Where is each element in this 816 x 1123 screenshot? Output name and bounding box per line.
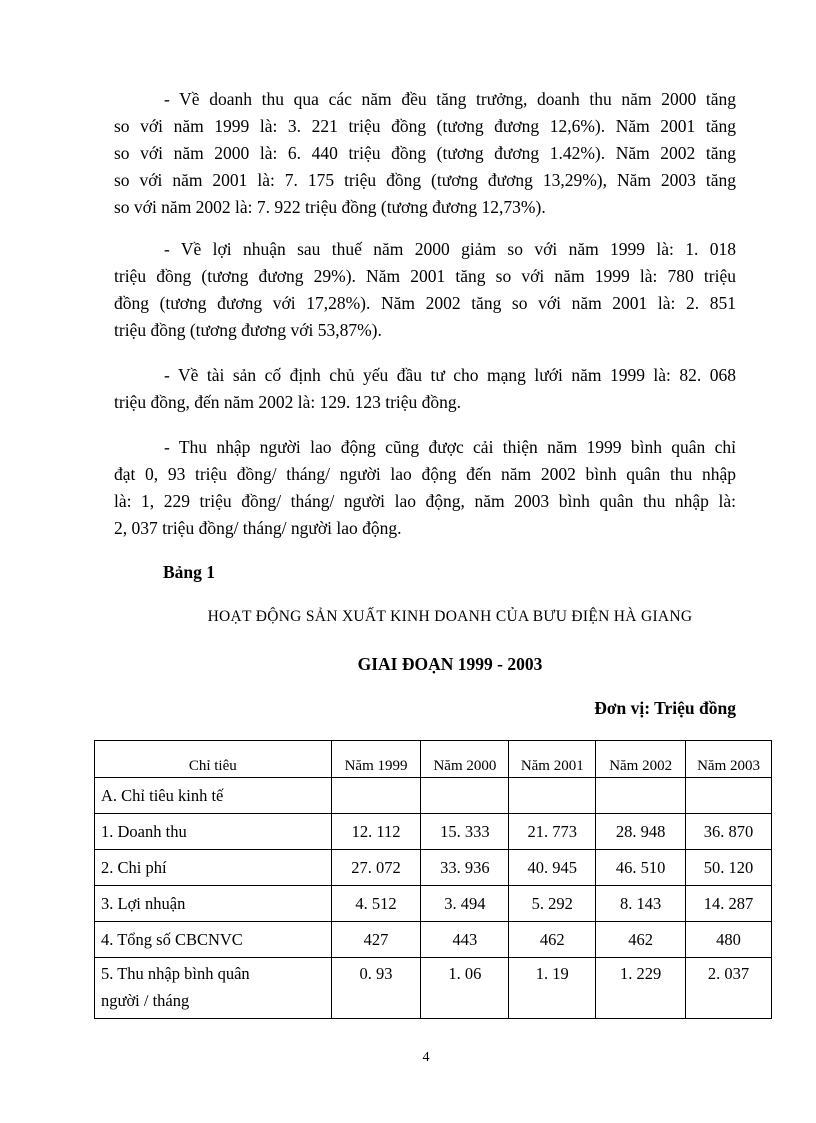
- table-cell: 27. 072: [331, 850, 421, 886]
- row-label: 3. Lợi nhuận: [95, 886, 332, 922]
- paragraph-profit: [114, 236, 736, 344]
- table-subtitle: GIAI ĐOẠN 1999 - 2003: [357, 654, 543, 674]
- table-cell: 14. 287: [686, 886, 772, 922]
- row-label: 4. Tổng số CBCNVC: [95, 922, 332, 958]
- table-cell-empty: [509, 778, 596, 814]
- paragraph-line: là: 1, 229 triệu đồng/ tháng/ người lao động, năm 2003 bình quân thu nhập là:: [114, 491, 736, 511]
- table-cell: 2. 037: [686, 958, 772, 1019]
- paragraph-line: triệu đồng (tương đương với 53,87%).: [114, 320, 382, 340]
- table-row-revenue: [95, 814, 772, 850]
- table-cell: 5. 292: [509, 886, 596, 922]
- paragraph-line: so với năm 2002 là: 7. 922 triệu đồng (tương đương 12,73%).: [114, 197, 546, 217]
- paragraph-line: triệu đồng (tương đương 29%). Năm 2001 tăng so với năm 1999 là: 780 triệu: [114, 266, 736, 286]
- paragraph-revenue: [114, 86, 736, 221]
- table-cell: 15. 333: [421, 814, 509, 850]
- table-label: Bảng 1: [163, 562, 216, 582]
- table-cell: 1. 06: [421, 958, 509, 1019]
- paragraph-line: - Về lợi nhuận sau thuế năm 2000 giảm so với năm 1999 là: 1. 018: [164, 239, 736, 259]
- table-cell: 1. 19: [509, 958, 596, 1019]
- table-cell: 443: [421, 922, 509, 958]
- paragraph-line: - Về tài sản cố định chủ yếu đầu tư cho mạng lưới năm 1999 là: 82. 068: [164, 365, 736, 385]
- row-label: 2. Chi phí: [95, 850, 332, 886]
- table-row-profit: [95, 886, 772, 922]
- table-row-income: [95, 958, 772, 1019]
- table-title: [0, 608, 816, 626]
- row-label-line: người / tháng: [101, 991, 190, 1010]
- header-year-2001: Năm 2001: [509, 741, 596, 778]
- row-label: [95, 958, 332, 1019]
- paragraph-line: - Về doanh thu qua các năm đều tăng trưởng, doanh thu năm 2000 tăng: [164, 89, 736, 109]
- table-cell: 40. 945: [509, 850, 596, 886]
- paragraph-line: đồng (tương đương với 17,28%). Năm 2002 tăng so với năm 2001 là: 2. 851: [114, 293, 736, 313]
- table-cell: 0. 93: [331, 958, 421, 1019]
- paragraph-line: - Thu nhập người lao động cũng được cải thiện năm 1999 bình quân chỉ: [164, 437, 736, 457]
- table-header-row: [95, 741, 772, 778]
- table-cell: 480: [686, 922, 772, 958]
- table-cell: 427: [331, 922, 421, 958]
- paragraph-line: so với năm 2001 là: 7. 175 triệu đồng (tương đương 13,29%), Năm 2003 tăng: [114, 170, 736, 190]
- table-cell-empty: [596, 778, 686, 814]
- business-results-table: [94, 740, 772, 1019]
- paragraph-line: so với năm 1999 là: 3. 221 triệu đồng (tương đương 12,6%). Năm 2001 tăng: [114, 116, 736, 136]
- table-cell: 462: [509, 922, 596, 958]
- paragraph-line: triệu đồng, đến năm 2002 là: 129. 123 triệu đồng.: [114, 392, 462, 412]
- table-cell: 33. 936: [421, 850, 509, 886]
- table-cell: 4. 512: [331, 886, 421, 922]
- table-cell: 12. 112: [331, 814, 421, 850]
- table-cell: 46. 510: [596, 850, 686, 886]
- table-row-staff: [95, 922, 772, 958]
- table-cell: 8. 143: [596, 886, 686, 922]
- table-row-cost: [95, 850, 772, 886]
- table-cell: 36. 870: [686, 814, 772, 850]
- table-cell-empty: [331, 778, 421, 814]
- header-year-2000: Năm 2000: [421, 741, 509, 778]
- table-section-row: [95, 778, 772, 814]
- table-cell: 28. 948: [596, 814, 686, 850]
- table-cell: 1. 229: [596, 958, 686, 1019]
- header-year-2003: Năm 2003: [686, 741, 772, 778]
- paragraph-line: đạt 0, 93 triệu đồng/ tháng/ người lao động đến năm 2002 bình quân thu nhập: [114, 464, 736, 484]
- section-label: A. Chỉ tiêu kinh tế: [95, 778, 332, 814]
- table-cell-empty: [686, 778, 772, 814]
- header-year-2002: Năm 2002: [596, 741, 686, 778]
- table-cell: 3. 494: [421, 886, 509, 922]
- unit-label: Đơn vị: Triệu đồng: [594, 698, 736, 718]
- page-number: 4: [422, 1050, 430, 1065]
- header-year-1999: Năm 1999: [331, 741, 421, 778]
- paragraph-income: [114, 434, 736, 542]
- table-cell: 50. 120: [686, 850, 772, 886]
- header-indicator: Chỉ tiêu: [95, 741, 332, 778]
- table-title-line-1: HOẠT ĐỘNG SẢN XUẤT KINH DOANH CỦA BƯU ĐIỆN HÀ GIANG: [207, 608, 693, 625]
- paragraph-line: 2, 037 triệu đồng/ tháng/ người lao động.: [114, 518, 402, 538]
- paragraph-fixed-assets: [114, 362, 736, 416]
- paragraph-line: so với năm 2000 là: 6. 440 triệu đồng (tương đương 1.42%). Năm 2002 tăng: [114, 143, 736, 163]
- table-cell-empty: [421, 778, 509, 814]
- row-label-line: 5. Thu nhập bình quân: [101, 964, 250, 983]
- row-label: 1. Doanh thu: [95, 814, 332, 850]
- table-cell: 21. 773: [509, 814, 596, 850]
- table-cell: 462: [596, 922, 686, 958]
